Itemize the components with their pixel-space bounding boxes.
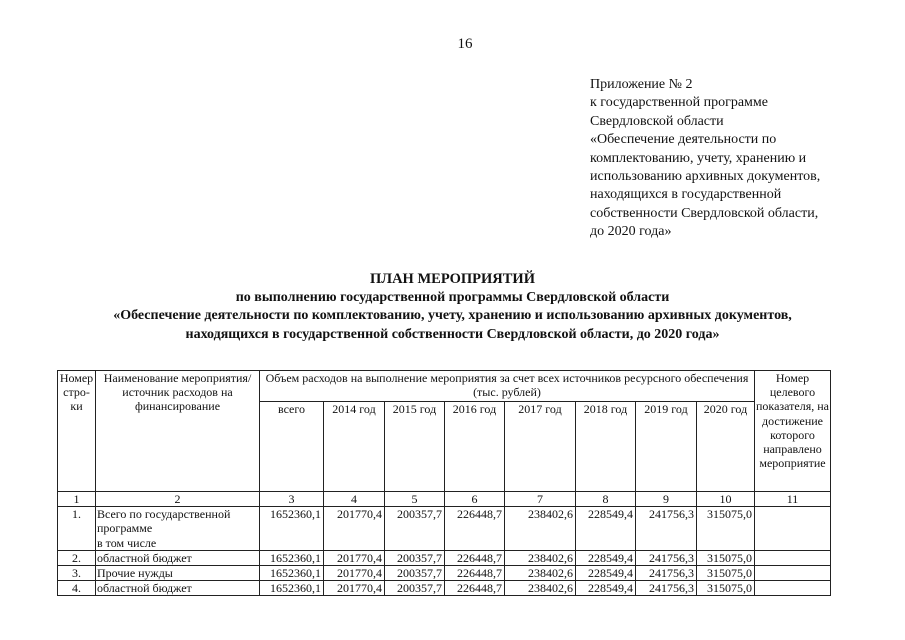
document-title [0,270,905,344]
row-value: 1652360,1 [260,550,324,565]
table-row [58,581,831,596]
header-year: 2017 год [505,402,576,492]
column-number: 6 [445,492,505,507]
row-value: 241756,3 [636,507,697,551]
row-value: 201770,4 [324,550,385,565]
row-value: 238402,6 [505,581,576,596]
row-value: 228549,4 [576,507,636,551]
column-number: 3 [260,492,324,507]
row-value: 241756,3 [636,581,697,596]
row-value: 315075,0 [697,566,755,581]
row-name: областной бюджет [96,581,260,596]
row-value: 238402,6 [505,507,576,551]
header-year: 2018 год [576,402,636,492]
row-value: 226448,7 [445,550,505,565]
row-value: 228549,4 [576,581,636,596]
appendix-line: Свердловской области [590,113,724,129]
page-number: 16 [457,36,473,52]
appendix-line: комплектованию, учету, хранению и [590,150,807,166]
column-number: 7 [505,492,576,507]
header-year: 2020 год [697,402,755,492]
row-value: 315075,0 [697,550,755,565]
row-value: 238402,6 [505,566,576,581]
column-number: 1 [58,492,96,507]
row-number: 3. [58,566,96,581]
row-number: 4. [58,581,96,596]
row-value: 1652360,1 [260,507,324,551]
header-year: 2015 год [385,402,445,492]
row-value: 241756,3 [636,566,697,581]
row-value: 200357,7 [385,507,445,551]
row-value: 226448,7 [445,507,505,551]
column-number: 10 [697,492,755,507]
header-name: Наименование мероприятия/ источник расходов на финансирование [96,371,260,492]
row-value: 201770,4 [324,581,385,596]
row-value: 315075,0 [697,507,755,551]
appendix-line: «Обеспечение деятельности по [590,132,777,148]
row-name: Прочие нужды [96,566,260,581]
appendix-line: к государственной программе [590,95,768,111]
row-value: 226448,7 [445,581,505,596]
column-number: 4 [324,492,385,507]
column-number: 5 [385,492,445,507]
table-row [58,507,831,551]
header-year: 2014 год [324,402,385,492]
row-value: 200357,7 [385,566,445,581]
title-line: находящихся в государственной собственности Свердловской области, до 2020 года» [185,326,720,342]
table-row [58,566,831,581]
row-value: 241756,3 [636,550,697,565]
table-row [58,550,831,565]
row-value: 1652360,1 [260,566,324,581]
appendix-block [590,76,850,242]
row-name: Всего по государственной программе в том числе [96,507,260,551]
title-main: ПЛАН МЕРОПРИЯТИЙ [370,271,535,287]
appendix-line: собственности Свердловской области, [590,205,819,221]
title-line: по выполнению государственной программы Свердловской области [235,289,670,305]
row-value: 200357,7 [385,581,445,596]
column-number-row [58,492,831,507]
header-row [58,371,831,402]
row-value: 226448,7 [445,566,505,581]
row-value: 200357,7 [385,550,445,565]
row-name: областной бюджет [96,550,260,565]
header-year: всего [260,402,324,492]
row-value: 228549,4 [576,550,636,565]
title-line: «Обеспечение деятельности по комплектованию, учету, хранению и использованию архивных документов, [113,308,792,323]
row-number: 2. [58,550,96,565]
header-row-number: Номер стро-ки [58,371,96,492]
row-value: 315075,0 [697,581,755,596]
header-year: 2019 год [636,402,697,492]
appendix-line: находящихся в государственной [590,187,782,203]
column-number: 9 [636,492,697,507]
header-volume: Объем расходов на выполнение мероприятия за счет всех источников ресурсного обеспечения (тыс. рублей) [260,371,755,402]
row-value: 238402,6 [505,550,576,565]
row-target [755,550,831,565]
row-value: 1652360,1 [260,581,324,596]
column-number: 8 [576,492,636,507]
appendix-line: до 2020 года» [590,224,672,240]
plan-table [57,370,831,596]
row-target [755,566,831,581]
column-number: 11 [755,492,831,507]
row-value: 228549,4 [576,566,636,581]
row-target [755,507,831,551]
row-value: 201770,4 [324,507,385,551]
header-year: 2016 год [445,402,505,492]
row-target [755,581,831,596]
appendix-line: Приложение № 2 [590,77,693,92]
appendix-line: использованию архивных документов, [590,169,821,185]
column-number: 2 [96,492,260,507]
header-target: Номер целевого показателя, на достижение которого направлено мероприятие [755,371,831,492]
row-number: 1. [58,507,96,551]
row-value: 201770,4 [324,566,385,581]
